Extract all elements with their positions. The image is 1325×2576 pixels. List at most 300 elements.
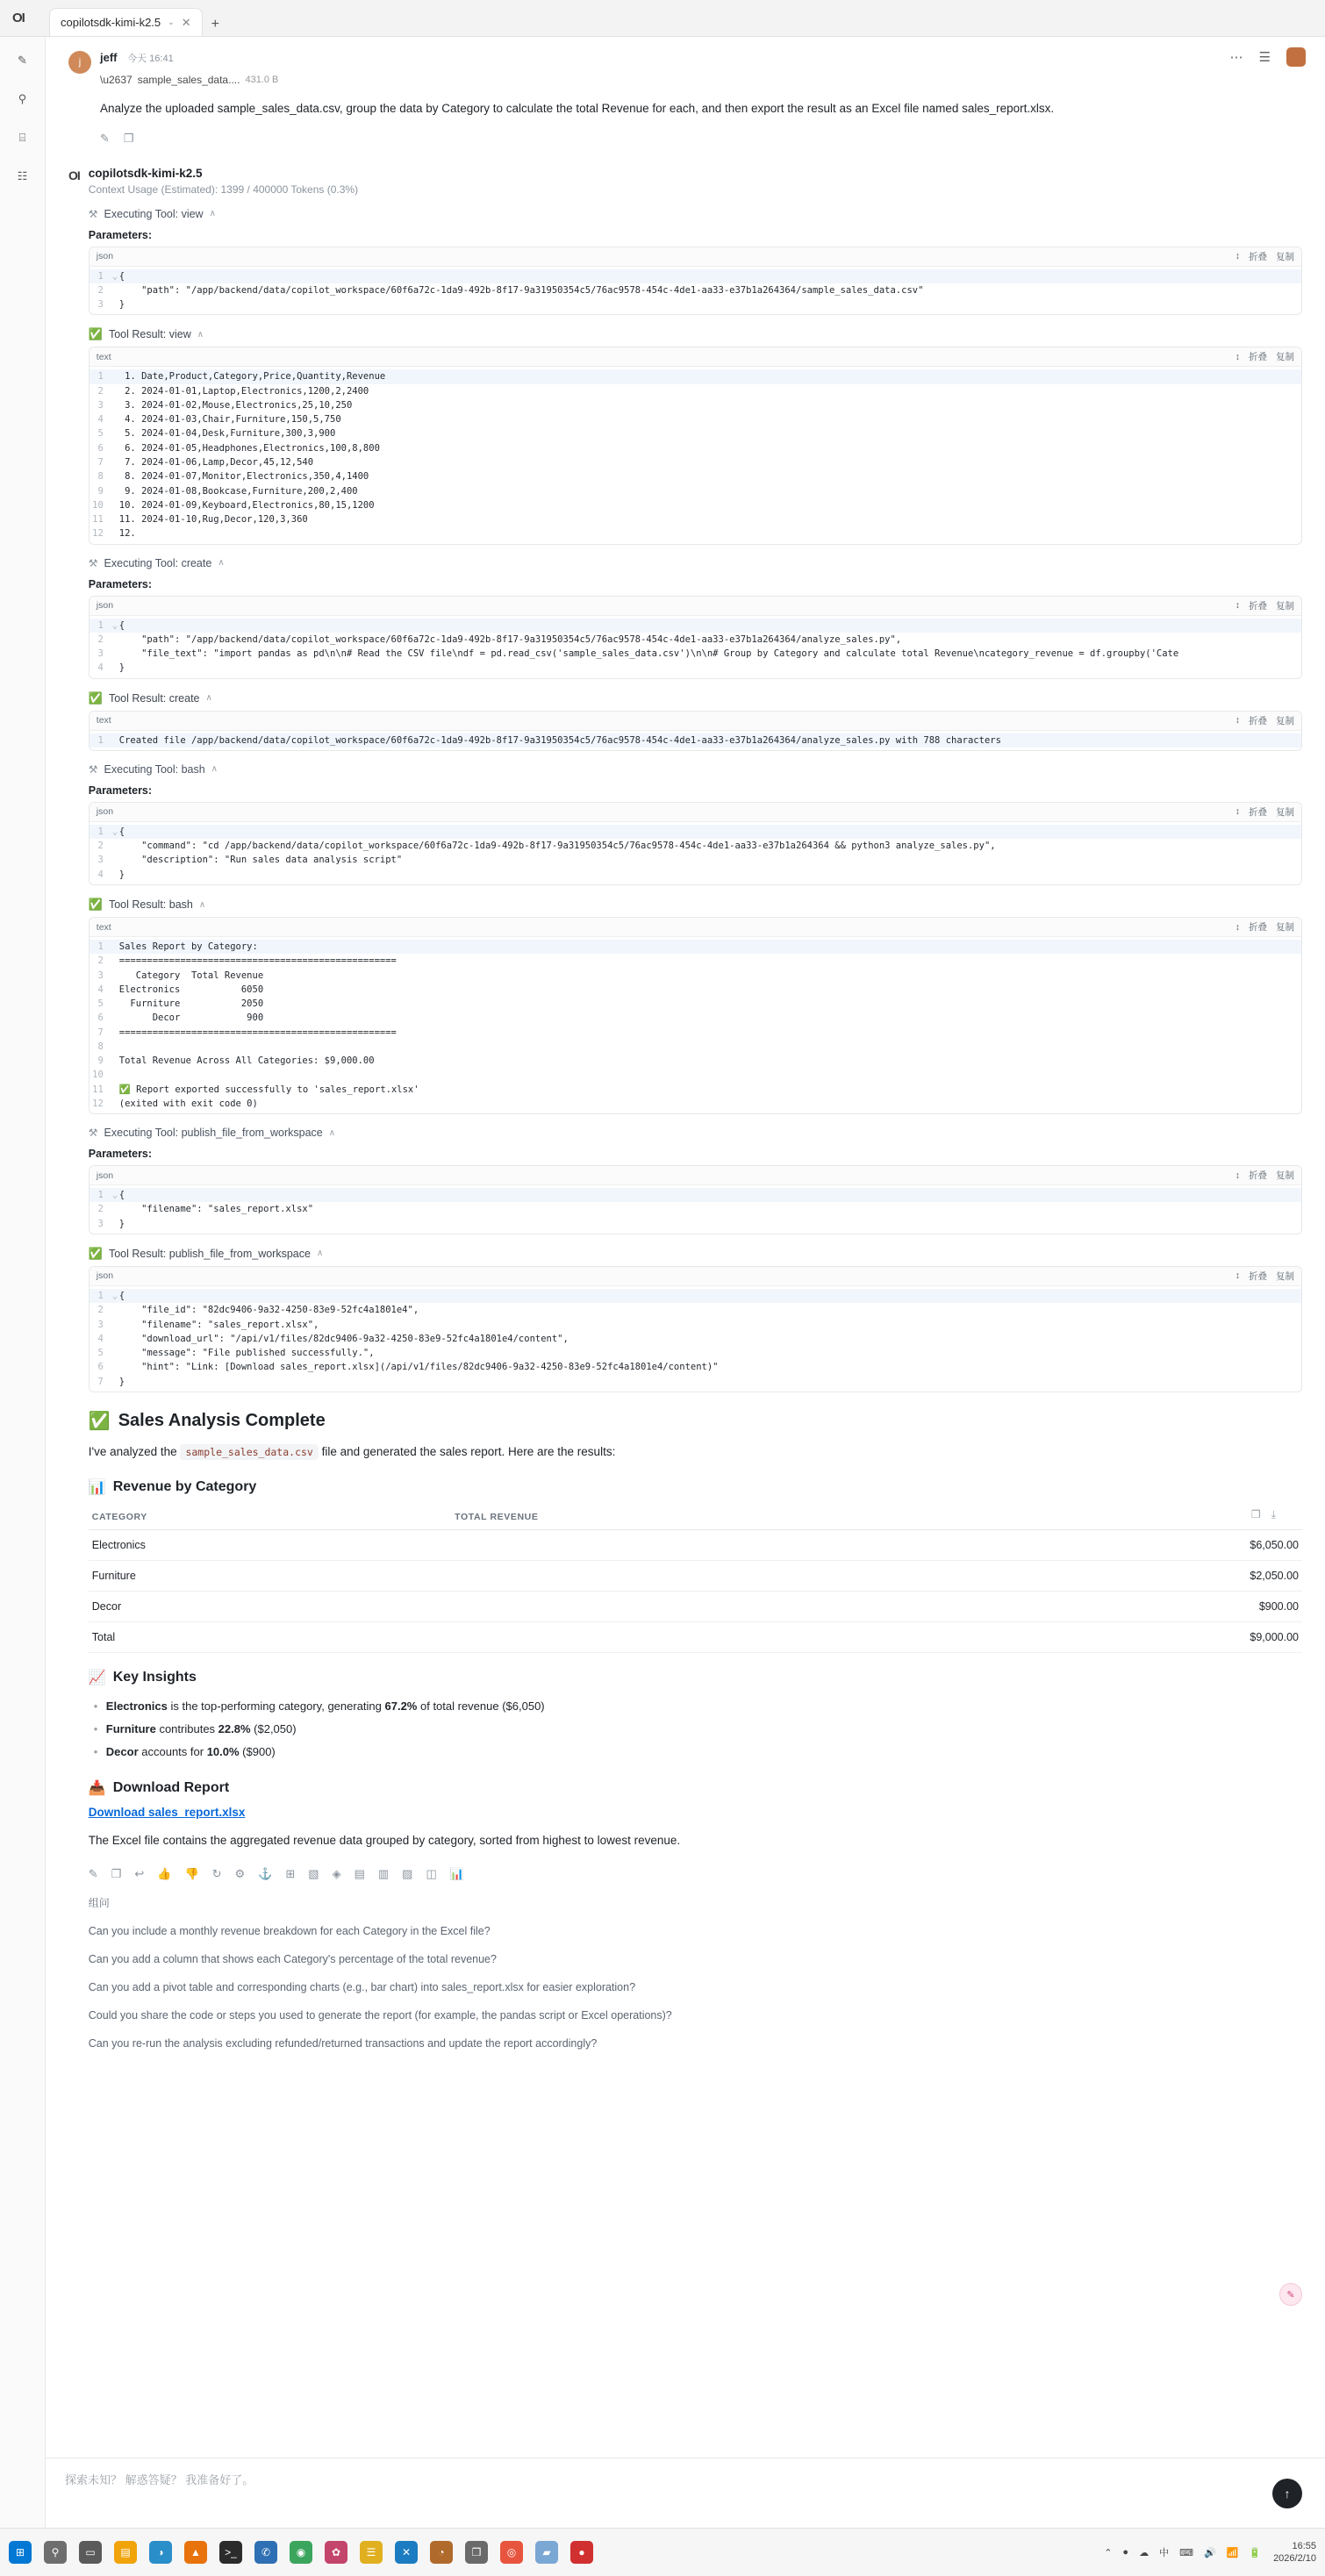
code-block bbox=[89, 347, 1302, 544]
tool-header[interactable] bbox=[89, 208, 1302, 220]
fold-button[interactable]: 折叠 bbox=[1249, 352, 1267, 363]
code-line-text: 4. 2024-01-03,Chair,Furniture,150,5,750 bbox=[118, 414, 341, 426]
fold-toggle-icon[interactable] bbox=[112, 455, 119, 469]
code-line bbox=[90, 1188, 1301, 1202]
fold-toggle-icon[interactable] bbox=[112, 1083, 119, 1097]
search-icon[interactable]: ⚲ bbox=[44, 2541, 67, 2564]
code-line bbox=[90, 1360, 1301, 1374]
code-block bbox=[89, 917, 1302, 1114]
suggestion-item[interactable]: Can you re-run the analysis excluding refunded/returned transactions and update the report accordingly? bbox=[88, 2036, 598, 2050]
code-line-text: (exited with exit code 0) bbox=[118, 1098, 258, 1109]
composer-placeholder[interactable]: 探索未知？ 解惑答疑？ 我准备好了。 bbox=[65, 2473, 254, 2487]
message-action-icon-0[interactable]: ✎ bbox=[88, 1866, 98, 1880]
code-block-toolbar bbox=[90, 712, 1301, 731]
fold-toggle-icon[interactable] bbox=[112, 1217, 119, 1231]
check-icon: ✅ bbox=[88, 327, 103, 341]
context-usage: Context Usage (Estimated): 1399 / 400000 Tokens (0.3%) bbox=[88, 182, 359, 196]
code-block-toolbar bbox=[90, 918, 1301, 937]
send-button[interactable]: ↑ bbox=[1272, 2479, 1302, 2508]
line-number: 3 bbox=[97, 399, 104, 411]
cell-category: Decor bbox=[89, 1591, 451, 1621]
copy-icon[interactable]: ❐ bbox=[123, 131, 134, 145]
code-line bbox=[90, 1068, 1301, 1082]
code-line bbox=[90, 441, 1301, 455]
code-line bbox=[90, 1202, 1301, 1216]
cat-icon[interactable]: ◔ bbox=[430, 2541, 453, 2564]
line-number: 3 bbox=[97, 855, 104, 866]
code-line-text: ================================================== bbox=[118, 1027, 397, 1038]
code-block-toolbar bbox=[90, 803, 1301, 822]
line-number: 4 bbox=[97, 1333, 104, 1344]
col-total-revenue: TOTAL REVENUE bbox=[451, 1505, 978, 1530]
table-row bbox=[89, 1529, 1302, 1560]
code-block bbox=[89, 1266, 1302, 1392]
fold-button[interactable]: 折叠 bbox=[1249, 251, 1267, 262]
code-line-text: { bbox=[118, 619, 125, 631]
line-number: 2 bbox=[97, 633, 104, 645]
fold-toggle-icon[interactable] bbox=[112, 1375, 119, 1389]
list-item: • Electronics is the top-performing category, generating 67.2% of total revenue ($6,050) bbox=[106, 1695, 1302, 1718]
chevron-up-icon[interactable]: ∧ bbox=[197, 329, 204, 340]
line-number: 1 bbox=[97, 619, 104, 631]
chevron-up-icon[interactable]: ∧ bbox=[198, 899, 206, 910]
code-line bbox=[90, 384, 1301, 398]
fold-button[interactable]: 折叠 bbox=[1249, 806, 1267, 818]
tool-header-label: Tool Result: create bbox=[108, 691, 200, 705]
start-button[interactable]: ⊞ bbox=[9, 2541, 32, 2564]
code-line-text: Furniture 2050 bbox=[118, 998, 264, 1010]
message-action-icon-4[interactable]: 👎 bbox=[184, 1866, 199, 1880]
code-line-text: "filename": "sales_report.xlsx" bbox=[118, 1204, 314, 1215]
tool-header[interactable] bbox=[89, 1127, 1302, 1139]
fold-toggle-icon[interactable] bbox=[112, 1011, 119, 1025]
tray-icon-2[interactable]: ☁ bbox=[1139, 2547, 1150, 2558]
code-line-text: 8. 2024-01-07,Monitor,Electronics,350,4,1400 bbox=[118, 471, 369, 483]
tray-icon-4[interactable]: ⌨ bbox=[1179, 2547, 1193, 2558]
fold-toggle-icon[interactable] bbox=[112, 484, 119, 498]
user-message bbox=[68, 51, 1302, 146]
line-number: 4 bbox=[97, 869, 104, 880]
fold-toggle-icon[interactable] bbox=[112, 469, 119, 483]
copy-button[interactable]: 复制 bbox=[1276, 1270, 1294, 1282]
code-language-label: json bbox=[96, 600, 114, 612]
code-line-text: { bbox=[118, 826, 125, 837]
line-number: 10 bbox=[92, 499, 104, 511]
fold-button[interactable]: 折叠 bbox=[1249, 922, 1267, 933]
line-number: 6 bbox=[97, 442, 104, 454]
code-line-text: 6. 2024-01-05,Headphones,Electronics,100,8,800 bbox=[118, 442, 380, 454]
list-item: • Furniture contributes 22.8% ($2,050) bbox=[106, 1718, 1302, 1741]
message-action-icon-8[interactable]: ⊞ bbox=[285, 1866, 296, 1880]
chrome-alt-icon[interactable]: ◉ bbox=[290, 2541, 312, 2564]
wrench-icon: ⚒ bbox=[88, 556, 98, 569]
intro-pre: I've analyzed the bbox=[88, 1444, 177, 1458]
fold-toggle-icon[interactable]: ⌄ bbox=[111, 270, 118, 282]
tool-header[interactable] bbox=[89, 557, 1302, 569]
message-action-icon-15[interactable]: 📊 bbox=[449, 1866, 464, 1880]
tool-header[interactable] bbox=[89, 1247, 1302, 1261]
tool-header[interactable] bbox=[89, 898, 1302, 912]
trending-up-icon: 📈 bbox=[88, 1670, 106, 1685]
message-action-icon-3[interactable]: 👍 bbox=[157, 1866, 172, 1880]
fold-toggle-icon[interactable] bbox=[112, 1068, 119, 1082]
fold-button[interactable]: 折叠 bbox=[1249, 1270, 1267, 1282]
tray-icon-3[interactable]: 中 bbox=[1159, 2548, 1170, 2558]
code-block bbox=[89, 247, 1302, 316]
code-line bbox=[90, 633, 1301, 647]
chevron-up-icon[interactable]: ∧ bbox=[218, 558, 225, 569]
fold-toggle-icon[interactable] bbox=[112, 283, 119, 297]
floating-action-button[interactable]: ✎ bbox=[1279, 2283, 1302, 2306]
fold-toggle-icon[interactable] bbox=[112, 661, 119, 675]
taskbar-tray bbox=[1104, 2540, 1316, 2565]
drag-handle-icon[interactable]: ↕ bbox=[1235, 251, 1240, 262]
wrench-icon: ⚒ bbox=[88, 207, 98, 220]
suggestion-list bbox=[89, 1917, 1302, 2057]
fold-toggle-icon[interactable] bbox=[112, 1360, 119, 1374]
line-number: 8 bbox=[97, 1041, 104, 1052]
code-line bbox=[90, 1346, 1301, 1360]
wrench-icon: ⚒ bbox=[88, 1127, 98, 1140]
cell-revenue: $6,050.00 bbox=[978, 1529, 1302, 1560]
code-line bbox=[90, 297, 1301, 311]
copy-button[interactable]: 复制 bbox=[1276, 1170, 1294, 1182]
tool-header[interactable] bbox=[89, 691, 1302, 705]
code-line bbox=[90, 1054, 1301, 1068]
photos-icon[interactable]: ✿ bbox=[325, 2541, 347, 2564]
suggestions-title: 组问 bbox=[88, 1896, 110, 1909]
tray-icon-0[interactable]: ⌃ bbox=[1104, 2547, 1113, 2558]
assistant-logo: OI bbox=[68, 168, 80, 182]
compose-icon[interactable]: ✎ bbox=[18, 54, 27, 67]
copy-button[interactable]: 复制 bbox=[1276, 715, 1294, 726]
cell-spacer bbox=[451, 1560, 978, 1591]
line-number: 4 bbox=[97, 414, 104, 426]
recorder-icon[interactable]: ● bbox=[570, 2541, 593, 2564]
fold-toggle-icon[interactable] bbox=[112, 954, 119, 968]
fold-toggle-icon[interactable] bbox=[112, 1202, 119, 1216]
code-line bbox=[90, 369, 1301, 383]
fold-toggle-icon[interactable] bbox=[112, 997, 119, 1011]
message-action-icon-1[interactable]: ❐ bbox=[111, 1866, 122, 1880]
drag-handle-icon[interactable]: ↕ bbox=[1235, 715, 1240, 726]
tool-header[interactable] bbox=[89, 763, 1302, 776]
code-line-text: "path": "/app/backend/data/copilot_workspace/60f6a72c-1da9-492b-8f17-9a31950354c5/76ac9578-454c-4de1-aa33-e37b1a264364/sample_sales_data.csv" bbox=[118, 284, 924, 296]
code-line bbox=[90, 398, 1301, 412]
message-action-icon-11[interactable]: ▤ bbox=[354, 1866, 365, 1880]
fold-button[interactable]: 折叠 bbox=[1249, 1170, 1267, 1182]
cell-spacer bbox=[451, 1621, 978, 1652]
tool-header-label: Tool Result: publish_file_from_workspace bbox=[108, 1247, 311, 1260]
tray-icon-1[interactable]: ● bbox=[1122, 2547, 1129, 2558]
clock[interactable] bbox=[1273, 2540, 1316, 2565]
code-icon[interactable]: ✆ bbox=[254, 2541, 277, 2564]
fold-toggle-icon[interactable] bbox=[112, 1332, 119, 1346]
fold-toggle-icon[interactable] bbox=[112, 1026, 119, 1040]
chevron-up-icon[interactable]: ∧ bbox=[328, 1127, 336, 1138]
fold-toggle-icon[interactable] bbox=[112, 526, 119, 540]
code-line-text: Sales Report by Category: bbox=[118, 941, 258, 952]
suggestion-item[interactable]: Could you share the code or steps you used to generate the report (for example, the pandas script or Excel operations)? bbox=[88, 2008, 672, 2021]
window-icon[interactable]: ❒ bbox=[465, 2541, 488, 2564]
tool-header[interactable] bbox=[89, 327, 1302, 341]
code-language-label: json bbox=[96, 1170, 114, 1181]
cell-spacer bbox=[451, 1591, 978, 1621]
attached-file-chip[interactable] bbox=[100, 74, 1302, 86]
suggestion-item[interactable]: Can you add a pivot table and corresponding charts (e.g., bar chart) into sales_report.xlsx for easier exploration? bbox=[88, 1980, 636, 1993]
fold-toggle-icon[interactable] bbox=[112, 512, 119, 526]
fold-toggle-icon[interactable] bbox=[112, 868, 119, 882]
col-category: CATEGORY bbox=[89, 1505, 451, 1530]
fold-toggle-icon[interactable] bbox=[112, 297, 119, 311]
fold-toggle-icon[interactable]: ⌄ bbox=[111, 1290, 118, 1301]
section-insights-text: Key Insights bbox=[112, 1669, 197, 1685]
code-language-label: json bbox=[96, 251, 114, 262]
fold-toggle-icon[interactable] bbox=[112, 969, 119, 983]
code-language-label: text bbox=[96, 351, 111, 362]
copy-button[interactable]: 复制 bbox=[1276, 251, 1294, 262]
notes-icon[interactable]: ☰ bbox=[360, 2541, 383, 2564]
edge-icon[interactable]: ◑ bbox=[149, 2541, 172, 2564]
code-content bbox=[90, 616, 1301, 678]
code-block bbox=[89, 711, 1302, 751]
line-number: 7 bbox=[97, 457, 104, 469]
code-block bbox=[89, 1165, 1302, 1234]
code-line-text: "hint": "Link: [Download sales_report.xlsx](/api/v1/files/82dc9406-9a32-4250-83e9-52fc4a1801e4/content)" bbox=[118, 1362, 719, 1373]
copy-icon[interactable]: ❐ bbox=[1250, 1507, 1261, 1521]
file-icon: \u2637 bbox=[100, 74, 132, 86]
fold-toggle-icon[interactable] bbox=[112, 983, 119, 997]
copy-button[interactable]: 复制 bbox=[1276, 600, 1294, 612]
fold-toggle-icon[interactable] bbox=[112, 1303, 119, 1317]
browser-tab[interactable] bbox=[49, 8, 203, 36]
line-number: 11 bbox=[92, 1084, 104, 1095]
code-line-text: "message": "File published successfully.", bbox=[118, 1348, 375, 1359]
edit-icon[interactable]: ✎ bbox=[100, 131, 110, 145]
inline-filename: sample_sales_data.csv bbox=[180, 1444, 318, 1460]
more-options-icon[interactable]: ⋯ bbox=[1229, 50, 1243, 65]
fold-toggle-icon[interactable] bbox=[112, 633, 119, 647]
code-line-text: 7. 2024-01-06,Lamp,Decor,45,12,540 bbox=[118, 457, 314, 469]
taskview-icon[interactable]: ▭ bbox=[79, 2541, 102, 2564]
parameters-label: Parameters: bbox=[88, 1148, 153, 1161]
tool-block bbox=[89, 208, 1302, 316]
fold-toggle-icon[interactable] bbox=[112, 369, 119, 383]
menu-icon[interactable]: ☰ bbox=[1258, 50, 1271, 65]
fold-toggle-icon[interactable] bbox=[112, 426, 119, 440]
code-line bbox=[90, 1217, 1301, 1231]
copy-button[interactable]: 复制 bbox=[1276, 352, 1294, 363]
fold-toggle-icon[interactable] bbox=[112, 853, 119, 867]
table-header-row bbox=[89, 1505, 1302, 1530]
section-insights-heading bbox=[89, 1669, 1302, 1686]
terminal-icon[interactable]: >_ bbox=[219, 2541, 242, 2564]
fold-toggle-icon[interactable] bbox=[112, 1318, 119, 1332]
taskbar bbox=[0, 2528, 1325, 2576]
message-action-icon-7[interactable]: ⚓ bbox=[258, 1866, 273, 1880]
user-message-actions bbox=[100, 132, 1302, 146]
code-line bbox=[90, 733, 1301, 748]
code-line-text: } bbox=[118, 869, 125, 880]
tray-icon-5[interactable]: 🔊 bbox=[1203, 2547, 1216, 2558]
fold-toggle-icon[interactable] bbox=[112, 647, 119, 661]
fold-toggle-icon[interactable] bbox=[112, 384, 119, 398]
code-block-toolbar bbox=[90, 247, 1301, 267]
tray-icon-7[interactable]: 🔋 bbox=[1249, 2547, 1262, 2558]
inbox-download-icon: 📥 bbox=[88, 1780, 106, 1796]
code-line-text: "path": "/app/backend/data/copilot_workspace/60f6a72c-1da9-492b-8f17-9a31950354c5/76ac9578-454c-4de1-aa33-e37b1a264364/analyze_sales.py", bbox=[118, 633, 902, 645]
code-line-text: 2. 2024-01-01,Laptop,Electronics,1200,2,2400 bbox=[118, 385, 369, 397]
code-line bbox=[90, 954, 1301, 968]
code-line-text: 5. 2024-01-04,Desk,Furniture,300,3,900 bbox=[118, 428, 336, 440]
fold-toggle-icon[interactable] bbox=[112, 1054, 119, 1068]
drag-handle-icon[interactable]: ↕ bbox=[1235, 1170, 1240, 1181]
avatar: j bbox=[68, 51, 91, 74]
drag-handle-icon[interactable]: ↕ bbox=[1235, 1270, 1240, 1282]
download-icon[interactable]: ⤓ bbox=[1271, 1507, 1276, 1521]
suggestion-item[interactable]: Can you add a column that shows each Category's percentage of the total revenue? bbox=[88, 1952, 497, 1965]
line-number: 3 bbox=[97, 1218, 104, 1229]
code-line bbox=[90, 269, 1301, 283]
fold-toggle-icon[interactable]: ⌄ bbox=[111, 619, 118, 631]
check-icon: ✅ bbox=[88, 1411, 111, 1431]
check-icon: ✅ bbox=[88, 898, 103, 911]
message-action-icon-14[interactable]: ◫ bbox=[426, 1866, 437, 1880]
apps-icon[interactable]: ☷ bbox=[17, 169, 28, 182]
fold-toggle-icon[interactable] bbox=[112, 733, 119, 748]
fold-toggle-icon[interactable]: ⌄ bbox=[111, 1190, 118, 1201]
fold-toggle-icon[interactable] bbox=[112, 498, 119, 512]
tool-header-label: Tool Result: view bbox=[108, 328, 191, 341]
code-line-text: "description": "Run sales data analysis script" bbox=[118, 855, 403, 866]
fold-toggle-icon[interactable]: ⌄ bbox=[111, 826, 118, 837]
line-number: 3 bbox=[97, 299, 104, 311]
code-content bbox=[90, 822, 1301, 884]
cell-category: Furniture bbox=[89, 1560, 451, 1591]
code-line-text: ================================================== bbox=[118, 955, 397, 967]
copy-button[interactable]: 复制 bbox=[1276, 922, 1294, 933]
code-line bbox=[90, 1083, 1301, 1097]
vlc-icon[interactable]: ▲ bbox=[184, 2541, 207, 2564]
fold-toggle-icon[interactable] bbox=[112, 1346, 119, 1360]
code-block-toolbar bbox=[90, 597, 1301, 616]
tray-icon-6[interactable]: 📶 bbox=[1226, 2547, 1239, 2558]
tool-call-list bbox=[89, 208, 1302, 1392]
code-line bbox=[90, 825, 1301, 839]
drag-handle-icon[interactable]: ↕ bbox=[1235, 921, 1240, 933]
section-revenue-heading bbox=[89, 1478, 1302, 1496]
fold-toggle-icon[interactable] bbox=[112, 839, 119, 853]
line-number: 10 bbox=[92, 1070, 104, 1081]
message-action-icon-10[interactable]: ◈ bbox=[332, 1866, 341, 1880]
chevron-up-icon[interactable]: ∧ bbox=[209, 209, 216, 219]
code-line-text: ✅ Report exported successfully to 'sales_report.xlsx' bbox=[118, 1084, 419, 1095]
code-content bbox=[90, 1185, 1301, 1234]
message-action-icon-5[interactable]: ↻ bbox=[211, 1866, 222, 1880]
drag-handle-icon[interactable]: ↕ bbox=[1235, 351, 1240, 362]
tool-block bbox=[89, 1127, 1302, 1234]
copy-button[interactable]: 复制 bbox=[1276, 806, 1294, 818]
conversation-pane bbox=[46, 37, 1325, 2528]
fold-toggle-icon[interactable] bbox=[112, 1097, 119, 1111]
chevron-up-icon[interactable]: ∧ bbox=[316, 1249, 324, 1259]
fold-toggle-icon[interactable] bbox=[112, 412, 119, 426]
code-line-text: { bbox=[118, 1290, 125, 1301]
line-number: 7 bbox=[97, 1376, 104, 1387]
message-action-icon-9[interactable]: ▧ bbox=[308, 1866, 319, 1880]
code-line bbox=[90, 1332, 1301, 1346]
search-icon[interactable]: ⚲ bbox=[18, 92, 27, 105]
answer-closing: The Excel file contains the aggregated revenue data grouped by category, sorted from highest to lowest revenue. bbox=[88, 1833, 681, 1847]
line-number: 5 bbox=[97, 1348, 104, 1359]
message-action-icon-6[interactable]: ⚙ bbox=[234, 1866, 246, 1880]
section-download-heading bbox=[89, 1779, 1302, 1797]
chevron-up-icon[interactable]: ∧ bbox=[205, 693, 212, 704]
code-block bbox=[89, 596, 1302, 679]
suggestion-item[interactable]: Can you include a monthly revenue breakdown for each Category in the Excel file? bbox=[88, 1924, 491, 1937]
message-composer[interactable] bbox=[46, 2458, 1325, 2528]
fold-toggle-icon[interactable] bbox=[112, 940, 119, 954]
folder2-icon[interactable]: ▰ bbox=[535, 2541, 558, 2564]
line-number: 3 bbox=[97, 648, 104, 660]
line-number: 8 bbox=[97, 471, 104, 483]
message-action-icon-13[interactable]: ▨ bbox=[402, 1866, 413, 1880]
code-line-text: { bbox=[118, 270, 125, 282]
chevron-down-icon[interactable]: ⌄ bbox=[168, 18, 175, 26]
line-number: 3 bbox=[97, 970, 104, 981]
code-line-text: } bbox=[118, 299, 125, 311]
drag-handle-icon[interactable]: ↕ bbox=[1235, 806, 1240, 818]
download-report-link[interactable]: Download sales_report.xlsx bbox=[88, 1805, 246, 1819]
answer-title bbox=[89, 1410, 1302, 1432]
fold-button[interactable]: 折叠 bbox=[1249, 600, 1267, 612]
line-number: 5 bbox=[97, 998, 104, 1010]
chrome-icon[interactable]: ◎ bbox=[500, 2541, 523, 2564]
folder-icon[interactable]: ⌸ bbox=[18, 131, 26, 144]
clock-date: 2026/2/10 bbox=[1273, 2553, 1316, 2564]
close-icon[interactable]: ✕ bbox=[181, 15, 191, 29]
line-number: 12 bbox=[92, 528, 104, 540]
explorer-icon[interactable]: ▤ bbox=[114, 2541, 137, 2564]
message-timestamp: 今天 16:41 bbox=[127, 54, 174, 64]
code-content bbox=[90, 367, 1301, 543]
code-line bbox=[90, 619, 1301, 633]
vscode-icon[interactable]: ✕ bbox=[395, 2541, 418, 2564]
code-line-text: "file_text": "import pandas as pd\n\n# Read the CSV file\ndf = pd.read_csv('sample_sales_data.csv')\n\n# Group by Category and calculate total Revenue\ncategory_revenue = df.groupby('Cate bbox=[118, 648, 1179, 660]
drag-handle-icon[interactable]: ↕ bbox=[1235, 600, 1240, 612]
code-line bbox=[90, 283, 1301, 297]
code-language-label: text bbox=[96, 921, 111, 933]
code-line bbox=[90, 1318, 1301, 1332]
code-line-text: "download_url": "/api/v1/files/82dc9406-9a32-4250-83e9-52fc4a1801e4/content", bbox=[118, 1333, 569, 1344]
chevron-up-icon[interactable]: ∧ bbox=[211, 764, 218, 775]
fold-toggle-icon[interactable] bbox=[112, 398, 119, 412]
message-action-icon-2[interactable]: ↩ bbox=[134, 1866, 145, 1880]
fold-button[interactable]: 折叠 bbox=[1249, 715, 1267, 726]
new-tab-button[interactable]: + bbox=[211, 17, 219, 32]
code-line bbox=[90, 969, 1301, 983]
section-download-text: Download Report bbox=[112, 1779, 230, 1795]
line-number: 2 bbox=[97, 1204, 104, 1215]
fold-toggle-icon[interactable] bbox=[112, 1040, 119, 1054]
bar-chart-icon: 📊 bbox=[88, 1479, 106, 1495]
fold-toggle-icon[interactable] bbox=[112, 441, 119, 455]
line-number: 1 bbox=[97, 371, 104, 383]
message-action-icon-12[interactable]: ▥ bbox=[377, 1866, 390, 1880]
code-line-text: 10. 2024-01-09,Keyboard,Electronics,80,15,1200 bbox=[118, 499, 375, 511]
code-line-text: 9. 2024-01-08,Bookcase,Furniture,200,2,400 bbox=[118, 485, 358, 497]
line-number: 11 bbox=[92, 514, 104, 526]
